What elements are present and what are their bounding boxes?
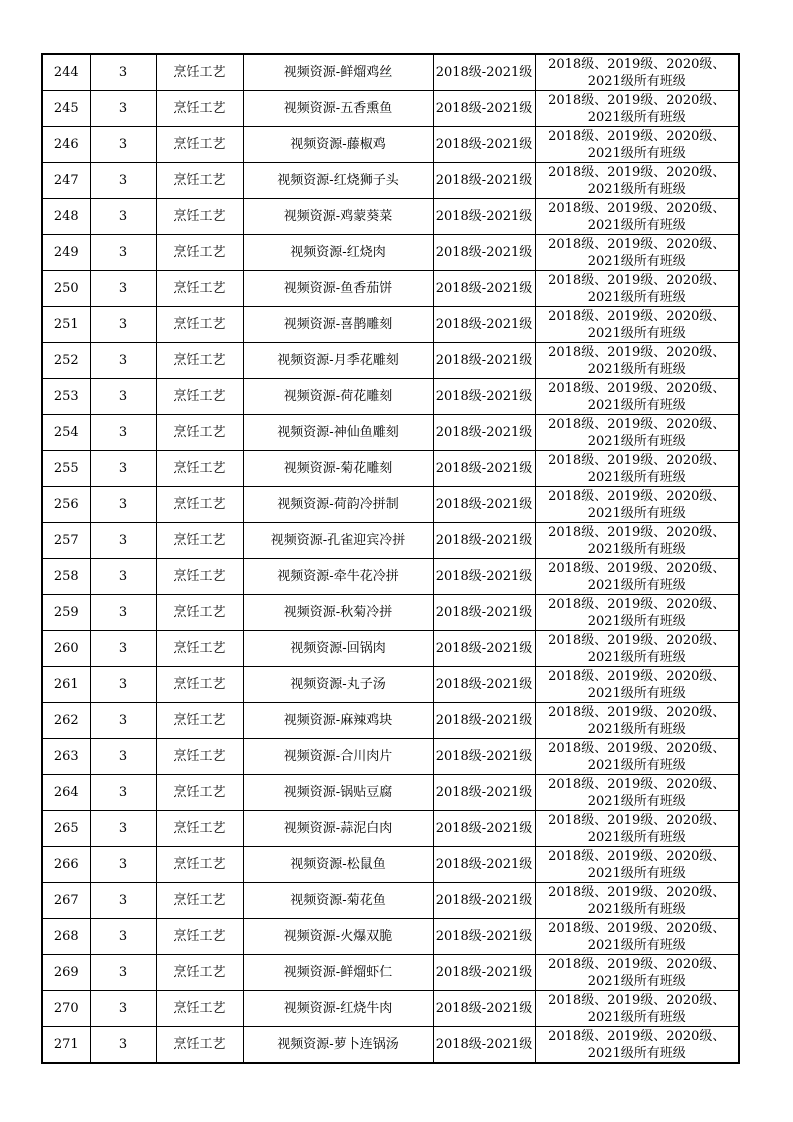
classes-line-1: 2018级、2019级、2020级、 [548,236,726,252]
classes-line-1: 2018级、2019级、2020级、 [548,848,726,864]
row-number-cell: 253 [42,379,90,415]
row-number-cell: 249 [42,235,90,271]
resource-name-cell: 视频资源-火爆双脆 [243,919,433,955]
grade-range-cell: 2018级-2021级 [433,739,535,775]
credits-cell: 3 [90,631,156,667]
table-row [42,307,739,343]
table-row [42,415,739,451]
course-name-cell: 烹饪工艺 [156,379,243,415]
applicable-classes-cell [535,523,739,559]
applicable-classes-cell [535,847,739,883]
credits-cell: 3 [90,451,156,487]
classes-line-2: 2021级所有班级 [587,865,686,881]
course-name-cell: 烹饪工艺 [156,127,243,163]
grade-range-cell: 2018级-2021级 [433,379,535,415]
grade-range-cell: 2018级-2021级 [433,919,535,955]
course-name-cell: 烹饪工艺 [156,343,243,379]
classes-line-2: 2021级所有班级 [587,109,686,125]
table-row [42,703,739,739]
resource-name-cell: 视频资源-红烧牛肉 [243,991,433,1027]
grade-range-cell: 2018级-2021级 [433,163,535,199]
row-number-cell: 250 [42,271,90,307]
table-row [42,667,739,703]
table-row [42,775,739,811]
credits-cell: 3 [90,127,156,163]
resource-name-cell: 视频资源-麻辣鸡块 [243,703,433,739]
classes-line-2: 2021级所有班级 [587,649,686,665]
grade-range-cell: 2018级-2021级 [433,811,535,847]
classes-line-1: 2018级、2019级、2020级、 [548,560,726,576]
classes-line-1: 2018级、2019级、2020级、 [548,992,726,1008]
applicable-classes-cell [535,775,739,811]
table-row [42,631,739,667]
table-row [42,1027,739,1064]
resource-table [41,53,740,1064]
classes-line-2: 2021级所有班级 [587,685,686,701]
classes-line-1: 2018级、2019级、2020级、 [548,164,726,180]
row-number-cell: 268 [42,919,90,955]
classes-line-2: 2021级所有班级 [587,937,686,953]
classes-line-1: 2018级、2019级、2020级、 [548,1028,726,1044]
table-row [42,271,739,307]
table-row [42,883,739,919]
classes-line-2: 2021级所有班级 [587,721,686,737]
resource-name-cell: 视频资源-鲜熘虾仁 [243,955,433,991]
course-name-cell: 烹饪工艺 [156,955,243,991]
classes-line-1: 2018级、2019级、2020级、 [548,884,726,900]
credits-cell: 3 [90,523,156,559]
classes-line-2: 2021级所有班级 [587,433,686,449]
row-number-cell: 265 [42,811,90,847]
resource-name-cell: 视频资源-松鼠鱼 [243,847,433,883]
classes-line-2: 2021级所有班级 [587,289,686,305]
course-name-cell: 烹饪工艺 [156,54,243,91]
applicable-classes-cell [535,235,739,271]
table-row [42,919,739,955]
grade-range-cell: 2018级-2021级 [433,775,535,811]
resource-name-cell: 视频资源-锅贴豆腐 [243,775,433,811]
credits-cell: 3 [90,307,156,343]
applicable-classes-cell [535,451,739,487]
classes-line-1: 2018级、2019级、2020级、 [548,668,726,684]
applicable-classes-cell [535,919,739,955]
classes-line-2: 2021级所有班级 [587,1045,686,1061]
classes-line-2: 2021级所有班级 [587,397,686,413]
credits-cell: 3 [90,919,156,955]
course-name-cell: 烹饪工艺 [156,919,243,955]
resource-name-cell: 视频资源-丸子汤 [243,667,433,703]
grade-range-cell: 2018级-2021级 [433,54,535,91]
credits-cell: 3 [90,163,156,199]
row-number-cell: 245 [42,91,90,127]
course-name-cell: 烹饪工艺 [156,307,243,343]
credits-cell: 3 [90,343,156,379]
row-number-cell: 260 [42,631,90,667]
credits-cell: 3 [90,703,156,739]
classes-line-1: 2018级、2019级、2020级、 [548,812,726,828]
grade-range-cell: 2018级-2021级 [433,91,535,127]
classes-line-1: 2018级、2019级、2020级、 [548,380,726,396]
resource-name-cell: 视频资源-菊花鱼 [243,883,433,919]
applicable-classes-cell [535,811,739,847]
classes-line-1: 2018级、2019级、2020级、 [548,56,726,72]
grade-range-cell: 2018级-2021级 [433,847,535,883]
classes-line-1: 2018级、2019级、2020级、 [548,524,726,540]
grade-range-cell: 2018级-2021级 [433,559,535,595]
table-row [42,487,739,523]
table-row [42,235,739,271]
grade-range-cell: 2018级-2021级 [433,343,535,379]
classes-line-1: 2018级、2019级、2020级、 [548,200,726,216]
course-name-cell: 烹饪工艺 [156,451,243,487]
course-name-cell: 烹饪工艺 [156,523,243,559]
resource-name-cell: 视频资源-菊花雕刻 [243,451,433,487]
applicable-classes-cell [535,559,739,595]
table-row [42,451,739,487]
applicable-classes-cell [535,343,739,379]
table-row [42,811,739,847]
course-name-cell: 烹饪工艺 [156,703,243,739]
grade-range-cell: 2018级-2021级 [433,667,535,703]
classes-line-1: 2018级、2019级、2020级、 [548,632,726,648]
resource-name-cell: 视频资源-孔雀迎宾冷拼 [243,523,433,559]
row-number-cell: 256 [42,487,90,523]
grade-range-cell: 2018级-2021级 [433,1027,535,1064]
classes-line-1: 2018级、2019级、2020级、 [548,488,726,504]
course-name-cell: 烹饪工艺 [156,667,243,703]
credits-cell: 3 [90,271,156,307]
table-body [42,54,739,1063]
classes-line-1: 2018级、2019级、2020级、 [548,704,726,720]
row-number-cell: 252 [42,343,90,379]
applicable-classes-cell [535,379,739,415]
course-name-cell: 烹饪工艺 [156,739,243,775]
classes-line-1: 2018级、2019级、2020级、 [548,308,726,324]
applicable-classes-cell [535,163,739,199]
classes-line-2: 2021级所有班级 [587,1009,686,1025]
row-number-cell: 255 [42,451,90,487]
row-number-cell: 247 [42,163,90,199]
resource-name-cell: 视频资源-五香熏鱼 [243,91,433,127]
table-row [42,163,739,199]
table-row [42,199,739,235]
grade-range-cell: 2018级-2021级 [433,415,535,451]
row-number-cell: 259 [42,595,90,631]
grade-range-cell: 2018级-2021级 [433,271,535,307]
row-number-cell: 258 [42,559,90,595]
row-number-cell: 262 [42,703,90,739]
course-name-cell: 烹饪工艺 [156,91,243,127]
row-number-cell: 266 [42,847,90,883]
classes-line-1: 2018级、2019级、2020级、 [548,92,726,108]
resource-name-cell: 视频资源-回锅肉 [243,631,433,667]
classes-line-1: 2018级、2019级、2020级、 [548,596,726,612]
grade-range-cell: 2018级-2021级 [433,991,535,1027]
classes-line-2: 2021级所有班级 [587,793,686,809]
classes-line-2: 2021级所有班级 [587,181,686,197]
classes-line-1: 2018级、2019级、2020级、 [548,956,726,972]
classes-line-2: 2021级所有班级 [587,145,686,161]
credits-cell: 3 [90,559,156,595]
applicable-classes-cell [535,415,739,451]
grade-range-cell: 2018级-2021级 [433,883,535,919]
course-name-cell: 烹饪工艺 [156,991,243,1027]
classes-line-2: 2021级所有班级 [587,469,686,485]
applicable-classes-cell [535,991,739,1027]
grade-range-cell: 2018级-2021级 [433,703,535,739]
course-name-cell: 烹饪工艺 [156,811,243,847]
row-number-cell: 246 [42,127,90,163]
resource-name-cell: 视频资源-藤椒鸡 [243,127,433,163]
table-row [42,379,739,415]
row-number-cell: 271 [42,1027,90,1064]
credits-cell: 3 [90,955,156,991]
resource-name-cell: 视频资源-月季花雕刻 [243,343,433,379]
row-number-cell: 270 [42,991,90,1027]
resource-name-cell: 视频资源-神仙鱼雕刻 [243,415,433,451]
credits-cell: 3 [90,235,156,271]
resource-name-cell: 视频资源-鲜熘鸡丝 [243,54,433,91]
course-name-cell: 烹饪工艺 [156,415,243,451]
course-name-cell: 烹饪工艺 [156,199,243,235]
table-row [42,595,739,631]
applicable-classes-cell [535,1027,739,1064]
classes-line-2: 2021级所有班级 [587,901,686,917]
classes-line-2: 2021级所有班级 [587,757,686,773]
classes-line-2: 2021级所有班级 [587,973,686,989]
resource-name-cell: 视频资源-秋菊冷拼 [243,595,433,631]
classes-line-2: 2021级所有班级 [587,253,686,269]
row-number-cell: 267 [42,883,90,919]
table-row [42,847,739,883]
classes-line-1: 2018级、2019级、2020级、 [548,416,726,432]
credits-cell: 3 [90,91,156,127]
course-name-cell: 烹饪工艺 [156,775,243,811]
resource-name-cell: 视频资源-鸡蒙葵菜 [243,199,433,235]
applicable-classes-cell [535,739,739,775]
course-name-cell: 烹饪工艺 [156,163,243,199]
table-row [42,559,739,595]
credits-cell: 3 [90,775,156,811]
row-number-cell: 263 [42,739,90,775]
table-row [42,739,739,775]
row-number-cell: 264 [42,775,90,811]
applicable-classes-cell [535,127,739,163]
classes-line-1: 2018级、2019级、2020级、 [548,344,726,360]
row-number-cell: 248 [42,199,90,235]
applicable-classes-cell [535,883,739,919]
course-name-cell: 烹饪工艺 [156,559,243,595]
row-number-cell: 257 [42,523,90,559]
grade-range-cell: 2018级-2021级 [433,235,535,271]
table-row [42,127,739,163]
resource-name-cell: 视频资源-喜鹊雕刻 [243,307,433,343]
resource-name-cell: 视频资源-荷花雕刻 [243,379,433,415]
credits-cell: 3 [90,739,156,775]
applicable-classes-cell [535,91,739,127]
table-row [42,343,739,379]
resource-name-cell: 视频资源-鱼香茄饼 [243,271,433,307]
applicable-classes-cell [535,54,739,91]
credits-cell: 3 [90,415,156,451]
resource-name-cell: 视频资源-牵牛花冷拼 [243,559,433,595]
resource-name-cell: 视频资源-红烧肉 [243,235,433,271]
credits-cell: 3 [90,847,156,883]
credits-cell: 3 [90,54,156,91]
classes-line-1: 2018级、2019级、2020级、 [548,776,726,792]
resource-name-cell: 视频资源-萝卜连锅汤 [243,1027,433,1064]
credits-cell: 3 [90,1027,156,1064]
table-row [42,91,739,127]
classes-line-2: 2021级所有班级 [587,541,686,557]
grade-range-cell: 2018级-2021级 [433,523,535,559]
classes-line-2: 2021级所有班级 [587,577,686,593]
grade-range-cell: 2018级-2021级 [433,631,535,667]
classes-line-2: 2021级所有班级 [587,217,686,233]
course-name-cell: 烹饪工艺 [156,847,243,883]
table-row [42,991,739,1027]
resource-name-cell: 视频资源-荷韵冷拼制 [243,487,433,523]
applicable-classes-cell [535,271,739,307]
course-name-cell: 烹饪工艺 [156,235,243,271]
course-name-cell: 烹饪工艺 [156,883,243,919]
course-name-cell: 烹饪工艺 [156,487,243,523]
row-number-cell: 269 [42,955,90,991]
grade-range-cell: 2018级-2021级 [433,307,535,343]
row-number-cell: 254 [42,415,90,451]
classes-line-1: 2018级、2019级、2020级、 [548,272,726,288]
course-name-cell: 烹饪工艺 [156,271,243,307]
grade-range-cell: 2018级-2021级 [433,199,535,235]
course-name-cell: 烹饪工艺 [156,595,243,631]
classes-line-1: 2018级、2019级、2020级、 [548,452,726,468]
applicable-classes-cell [535,199,739,235]
classes-line-2: 2021级所有班级 [587,613,686,629]
applicable-classes-cell [535,487,739,523]
credits-cell: 3 [90,991,156,1027]
grade-range-cell: 2018级-2021级 [433,955,535,991]
grade-range-cell: 2018级-2021级 [433,487,535,523]
classes-line-2: 2021级所有班级 [587,505,686,521]
classes-line-1: 2018级、2019级、2020级、 [548,740,726,756]
row-number-cell: 261 [42,667,90,703]
course-name-cell: 烹饪工艺 [156,1027,243,1064]
resource-name-cell: 视频资源-合川肉片 [243,739,433,775]
classes-line-1: 2018级、2019级、2020级、 [548,128,726,144]
table-row [42,54,739,91]
course-name-cell: 烹饪工艺 [156,631,243,667]
credits-cell: 3 [90,199,156,235]
applicable-classes-cell [535,595,739,631]
credits-cell: 3 [90,811,156,847]
applicable-classes-cell [535,631,739,667]
grade-range-cell: 2018级-2021级 [433,595,535,631]
table-row [42,523,739,559]
grade-range-cell: 2018级-2021级 [433,451,535,487]
row-number-cell: 244 [42,54,90,91]
credits-cell: 3 [90,379,156,415]
classes-line-2: 2021级所有班级 [587,73,686,89]
table-row [42,955,739,991]
credits-cell: 3 [90,667,156,703]
applicable-classes-cell [535,703,739,739]
row-number-cell: 251 [42,307,90,343]
resource-name-cell: 视频资源-蒜泥白肉 [243,811,433,847]
applicable-classes-cell [535,955,739,991]
credits-cell: 3 [90,883,156,919]
classes-line-2: 2021级所有班级 [587,829,686,845]
grade-range-cell: 2018级-2021级 [433,127,535,163]
classes-line-2: 2021级所有班级 [587,325,686,341]
credits-cell: 3 [90,487,156,523]
applicable-classes-cell [535,667,739,703]
applicable-classes-cell [535,307,739,343]
classes-line-1: 2018级、2019级、2020级、 [548,920,726,936]
resource-name-cell: 视频资源-红烧狮子头 [243,163,433,199]
credits-cell: 3 [90,595,156,631]
classes-line-2: 2021级所有班级 [587,361,686,377]
